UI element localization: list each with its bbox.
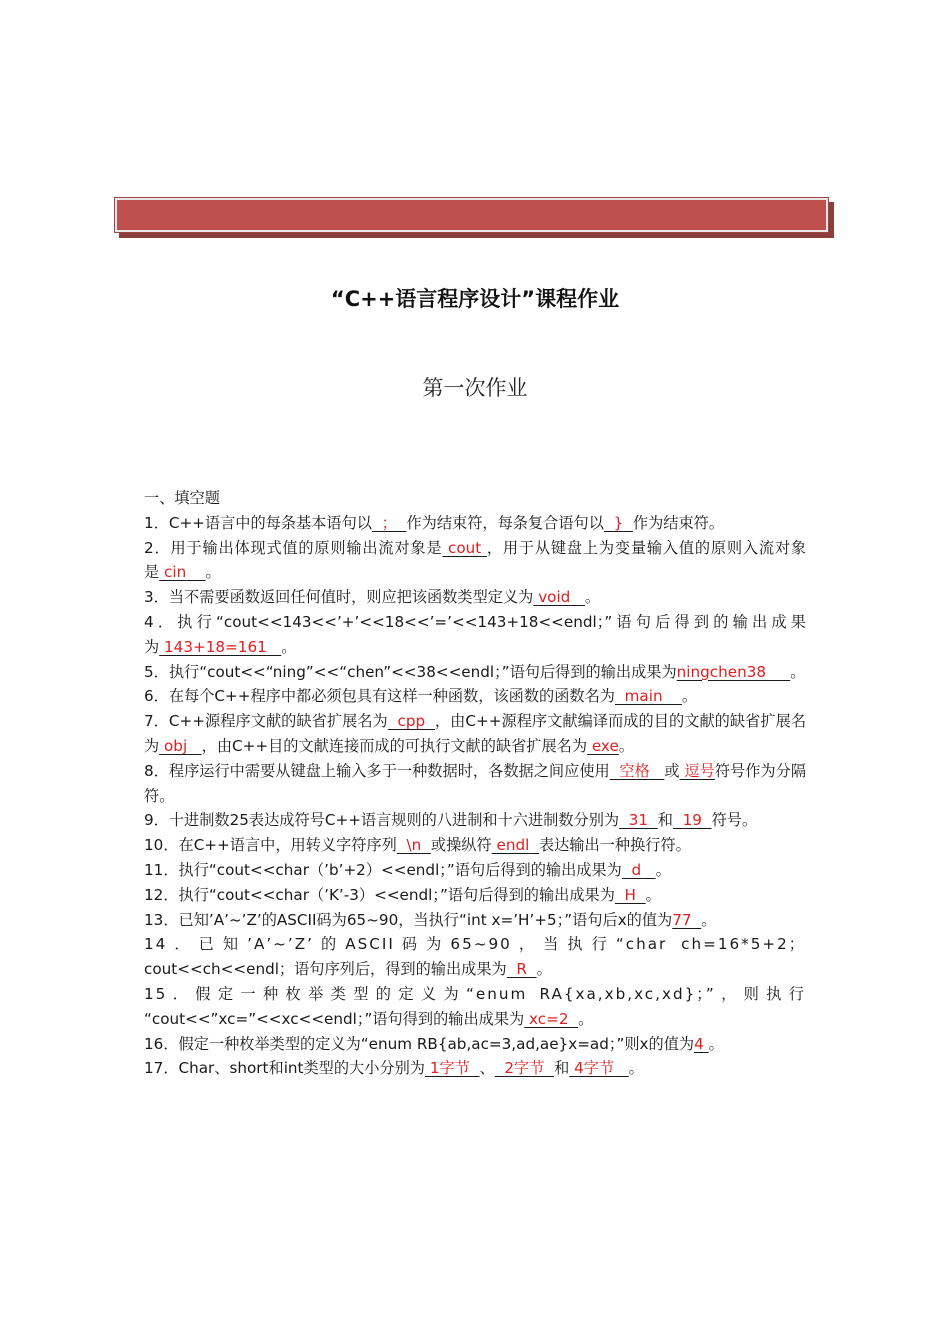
question-6: 6．在每个C++程序中都必须包具有这样一种函数，该函数的函数名为 main 。 (144, 687, 698, 706)
answer: H (624, 885, 636, 904)
document-title: “C++语言程序设计”课程作业 (330, 287, 620, 311)
question-14-cont: cout<<ch<<endl；语句序列后，得到的输出成果为 R 。 (144, 960, 552, 979)
answer: ； (381, 513, 397, 532)
question-list (144, 486, 806, 1081)
answer: endl (496, 836, 530, 855)
question-7: 7．C++源程序文献的缺省扩展名为 cpp ，由C++源程序文献编译而成的目的文献的缺省扩展名为 obj ，由C++目的文献连接而成的可执行文献的缺省扩展名为 exe。 (144, 712, 807, 755)
header-banner (115, 198, 834, 238)
answer: 19 (682, 811, 702, 830)
answer: ningchen38 (676, 662, 767, 681)
question-9: 9．十进制数25表达成符号C++语言规则的八进制和十六进制数分别为 31 和 19 符号。 (144, 811, 758, 830)
answer: 4字节 (574, 1059, 615, 1078)
answer: 2字节 (504, 1059, 545, 1078)
answer: } (613, 513, 624, 532)
banner-bar (115, 198, 828, 232)
answer: obj (164, 736, 188, 755)
answer: cin (164, 563, 187, 582)
document-subtitle: 第一次作业 (422, 376, 528, 400)
question-4: 4．执行“cout<<143<<’+’<<18<<’=’<<143+18<<endl；”语句后得到的输出成果为 143+18=161 。 (144, 612, 806, 656)
answer: R (516, 960, 527, 979)
question-15: 15．假定一种枚举类型的定义为“enum RA{xa,xb,xc,xd}；”，则执行 (144, 984, 806, 1003)
section-heading: 一、填空题 (144, 489, 220, 507)
question-15-cont: “cout<<”xc=”<<xc<<endl；”语句得到的输出成果为 xc=2 。 (144, 1009, 594, 1028)
answer: main (624, 687, 663, 706)
answer: 77 (672, 910, 692, 929)
question-17: 17．Char、short和int类型的大小分别为 1字节 、 2字节 和 4字节 。 (144, 1059, 644, 1078)
question-2: 2．用于输出体现式值的原则输出流对象是 cout ，用于从键盘上为变量输入值的原则入流对象是 cin 。 (144, 538, 807, 582)
question-10: 10．在C++语言中，用转义字符序列 \n 或操纵符 endl 表达输出一种换行符。 (144, 836, 691, 855)
answer: \n (406, 836, 422, 855)
answer: 1字节 (429, 1059, 470, 1078)
answer: cpp (397, 712, 426, 731)
answer: 143+18=161 (164, 637, 267, 656)
question-3: 3．当不需要函数返回任何值时，则应把该函数类型定义为 void 。 (144, 588, 600, 607)
answer: cout (448, 538, 482, 557)
question-1: 1．C++语言中的每条基本语句以 ； 作为结束符，每条复合语句以 } 作为结束符。 (144, 513, 725, 532)
answer: exe (591, 736, 619, 755)
answer: d (631, 860, 642, 879)
question-5: 5．执行“cout<<“ning”<<“chen”<<38<<endl；”语句后得到的输出成果为ningchen38 。 (144, 662, 806, 681)
answer: 空格 (619, 761, 650, 780)
answer: xc=2 (529, 1009, 569, 1028)
question-11: 11．执行“cout<<char（’b’+2）<<endl；”语句后得到的输出成果为 d 。 (144, 860, 671, 879)
question-13: 13．已知’A’~’Z’的ASCII码为65~90，当执行“int x=’H’+5；”语句后x的值为77 。 (144, 910, 717, 929)
question-14: 14．已知’A’~’Z’的ASCII码为65~90，当执行“char ch=16*5+2； (144, 935, 806, 954)
question-8: 8．程序运行中需要从键盘上输入多于一种数据时，各数据之间应使用 空格 或 逗号符号作为分隔符。 (144, 761, 807, 805)
answer: 逗号 (684, 761, 715, 780)
answer: void (538, 588, 571, 607)
answer: 4 (694, 1034, 704, 1053)
question-12: 12．执行“cout<<char（’K’-3）<<endl；”语句后得到的输出成果为 H 。 (144, 885, 661, 904)
question-16: 16．假定一种枚举类型的定义为“enum RB{ab,ac=3,ad,ae}x=ad；”则x的值为4 。 (144, 1034, 724, 1053)
answer: 31 (628, 811, 649, 830)
